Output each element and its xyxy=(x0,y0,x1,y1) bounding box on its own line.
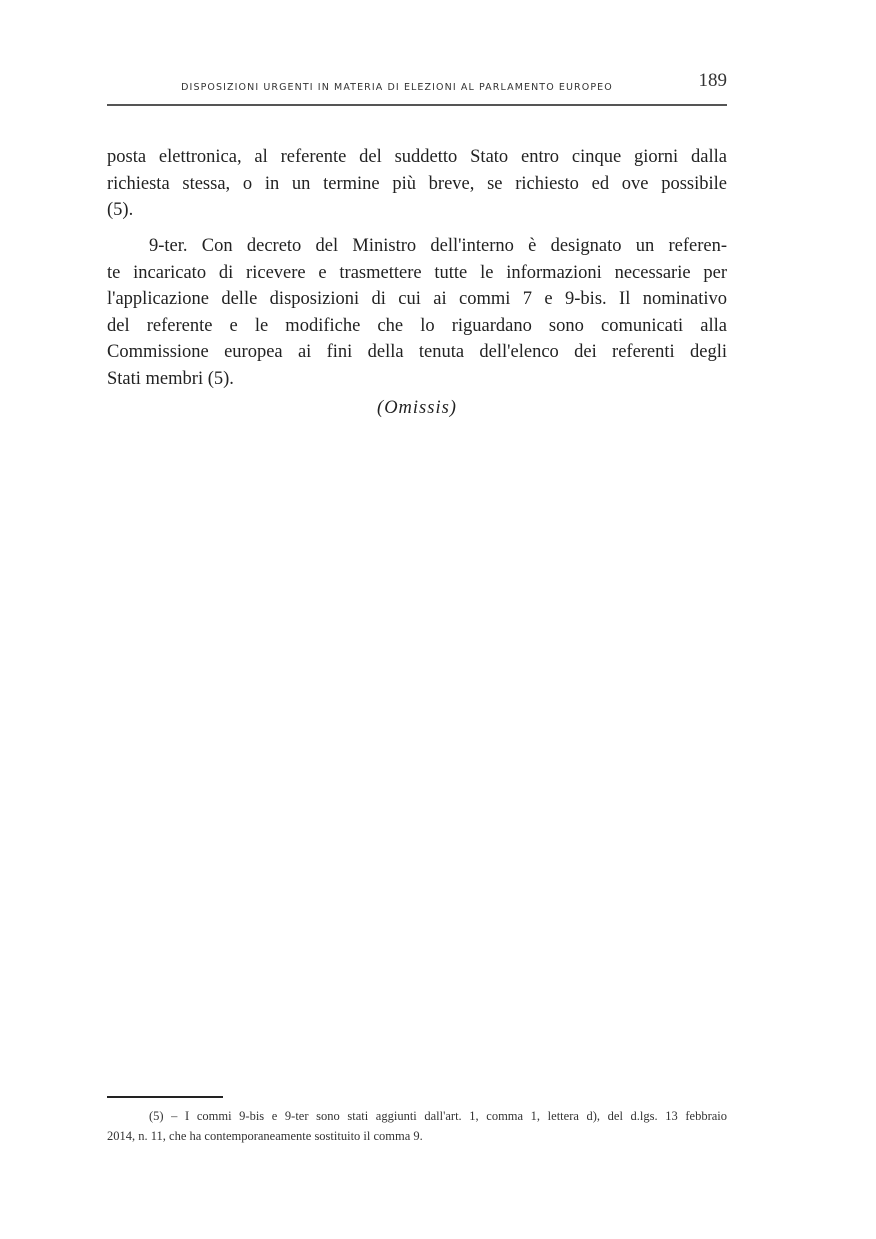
footnote-line: (5) – I commi 9-bis e 9-ter sono stati aggiunti dall'art. 1, comma 1, lettera d), del d.lgs. 13 febbraio xyxy=(149,1109,727,1123)
text-line: Commissione europea ai fini della tenuta dell'elenco dei referenti degli xyxy=(107,342,727,362)
text-line: posta elettronica, al referente del suddetto Stato entro cinque giorni dalla xyxy=(107,147,727,167)
page-number: 189 xyxy=(698,70,727,91)
footnote-rule xyxy=(107,1096,223,1098)
text-line: del referente e le modifiche che lo riguardano sono comunicati alla xyxy=(107,315,727,336)
paragraph-1 xyxy=(107,144,727,224)
footnote xyxy=(107,1106,727,1146)
text-line: Stati membri (5). xyxy=(107,368,234,389)
footnote-line: 2014, n. 11, che ha contemporaneamente sostituito il comma 9. xyxy=(107,1129,423,1143)
page-header xyxy=(107,70,727,106)
paragraph-9-ter xyxy=(107,233,727,392)
text-line: te incaricato di ricevere e trasmettere tutte le informazioni necessarie per xyxy=(107,262,727,283)
text-line: l'applicazione delle disposizioni di cui ai commi 7 e 9-bis. Il nominativo xyxy=(107,289,727,309)
text-line: (5). xyxy=(107,200,134,220)
text-line: 9-ter. Con decreto del Ministro dell'interno è designato un referen- xyxy=(149,236,727,256)
running-title: DISPOSIZIONI URGENTI IN MATERIA DI ELEZIONI AL PARLAMENTO EUROPEO xyxy=(181,82,613,93)
omissis-marker: (Omissis) xyxy=(377,398,457,418)
text-line: richiesta stessa, o in un termine più breve, se richiesto ed ove possibile xyxy=(107,173,727,194)
